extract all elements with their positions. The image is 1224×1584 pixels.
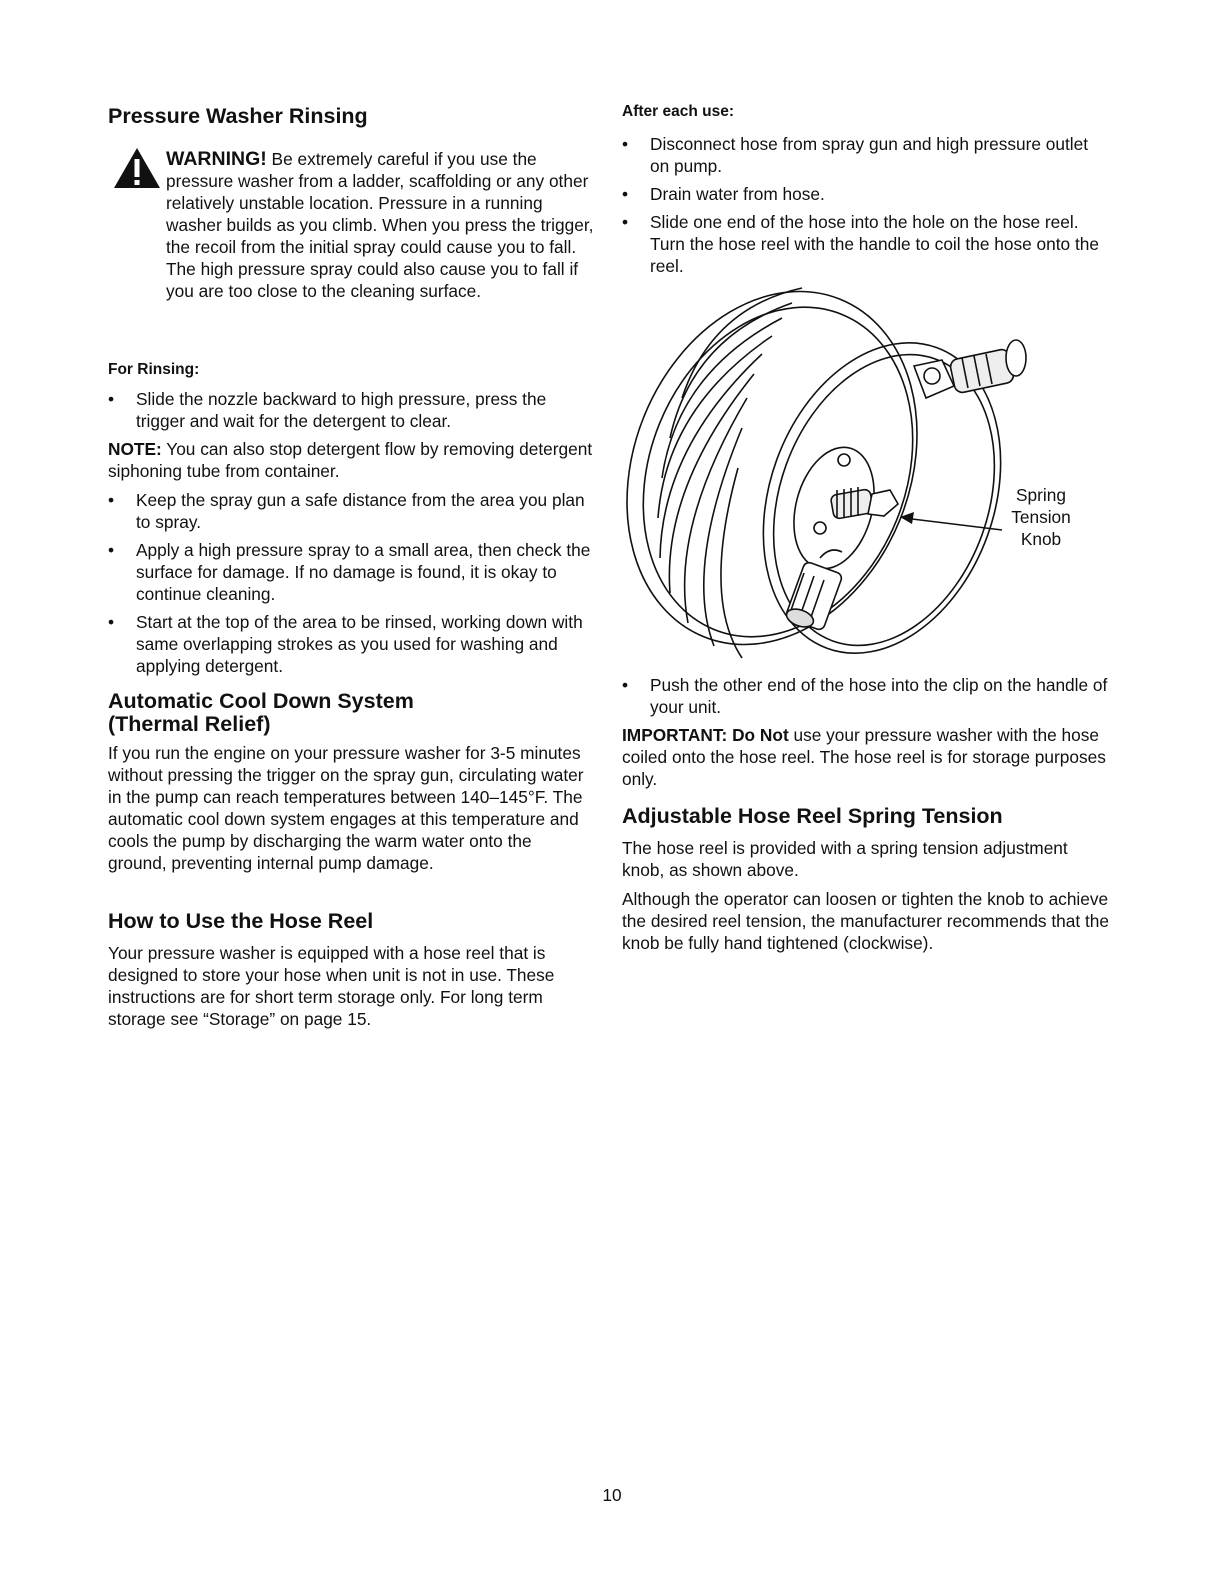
- list-item: • Start at the top of the area to be rinsed, working down with same overlapping strokes as you used for washing and applying detergent.: [108, 612, 583, 676]
- list-item: • Slide one end of the hose into the hole on the hose reel. Turn the hose reel with the handle to coil the hose onto the reel.: [622, 212, 1099, 276]
- rinse-step-list-2: [108, 489, 594, 677]
- heading-how-to-use-hose-reel: How to Use the Hose Reel: [108, 909, 374, 933]
- note-label: NOTE:: [108, 439, 162, 459]
- heading-adjustable-spring-tension: Adjustable Hose Reel Spring Tension: [622, 804, 1003, 828]
- warning-body: Be extremely careful if you use the pressure washer from a ladder, scaffolding or any other relatively unstable location. Pressure in a running washer builds as you climb. When you press the trigger, the recoil from the initial spray could cause you to fall. The high pressure spray could also cause you to fall if you are too close to the cleaning surface.: [166, 149, 594, 301]
- tension-paragraph-2: Although the operator can loosen or tighten the knob to achieve the desired reel tension, the manufacturer recommends that the knob be fully hand tightened (clockwise).: [622, 889, 1110, 953]
- hose-reel-illustration: [622, 278, 1102, 668]
- warning-triangle-icon: [112, 146, 162, 190]
- list-item: • Apply a high pressure spray to a small area, then check the surface for damage. If no damage is found, it is okay to continue cleaning.: [108, 540, 591, 604]
- page-number: 10: [602, 1485, 622, 1505]
- after-use-step-list: [622, 133, 1112, 277]
- hose-reel-paragraph: Your pressure washer is equipped with a hose reel that is designed to store your hose when unit is not in use. These instructions are for short term storage only. For long term storage see “Storage” on page 15.: [108, 943, 555, 1029]
- push-step-list: [622, 674, 1112, 718]
- cooldown-paragraph: If you run the engine on your pressure washer for 3-5 minutes without pressing the trigger on the spray gun, circulating water in the pump can reach temperatures between 140–145°F. The automatic cool down system engages at this temperature and cools the pump by discharging the warm water onto the ground, preventing internal pump damage.: [108, 743, 584, 873]
- important-body: use your pressure washer with the hose coiled onto the hose reel. The hose reel is for storage purposes only.: [622, 725, 1106, 789]
- warning-paragraph: [166, 148, 594, 302]
- important-label: IMPORTANT: Do Not: [622, 725, 789, 745]
- list-item: • Slide the nozzle backward to high pressure, press the trigger and wait for the detergent to clear.: [108, 389, 547, 431]
- tension-paragraph-1: The hose reel is provided with a spring tension adjustment knob, as shown above.: [622, 838, 1068, 880]
- list-item: • Push the other end of the hose into the clip on the handle of your unit.: [622, 675, 1108, 717]
- label-for-rinsing: For Rinsing:: [108, 361, 200, 378]
- heading-automatic-cool-down: Automatic Cool Down System (Thermal Relief): [108, 689, 414, 736]
- list-item: • Disconnect hose from spray gun and high pressure outlet on pump.: [622, 134, 1089, 176]
- important-paragraph: [622, 724, 1112, 790]
- note-body: You can also stop detergent flow by removing detergent siphoning tube from container.: [108, 439, 593, 481]
- label-after-each-use: After each use:: [622, 103, 734, 120]
- heading-pressure-washer-rinsing: Pressure Washer Rinsing: [108, 104, 368, 128]
- note-paragraph: [108, 438, 594, 482]
- warning-label: WARNING!: [166, 148, 267, 170]
- rinse-step-list-1: [108, 388, 594, 432]
- list-item: • Drain water from hose.: [622, 184, 825, 204]
- spring-tension-knob-callout: Spring Tension Knob: [1011, 485, 1071, 549]
- list-item: • Keep the spray gun a safe distance from the area you plan to spray.: [108, 490, 585, 532]
